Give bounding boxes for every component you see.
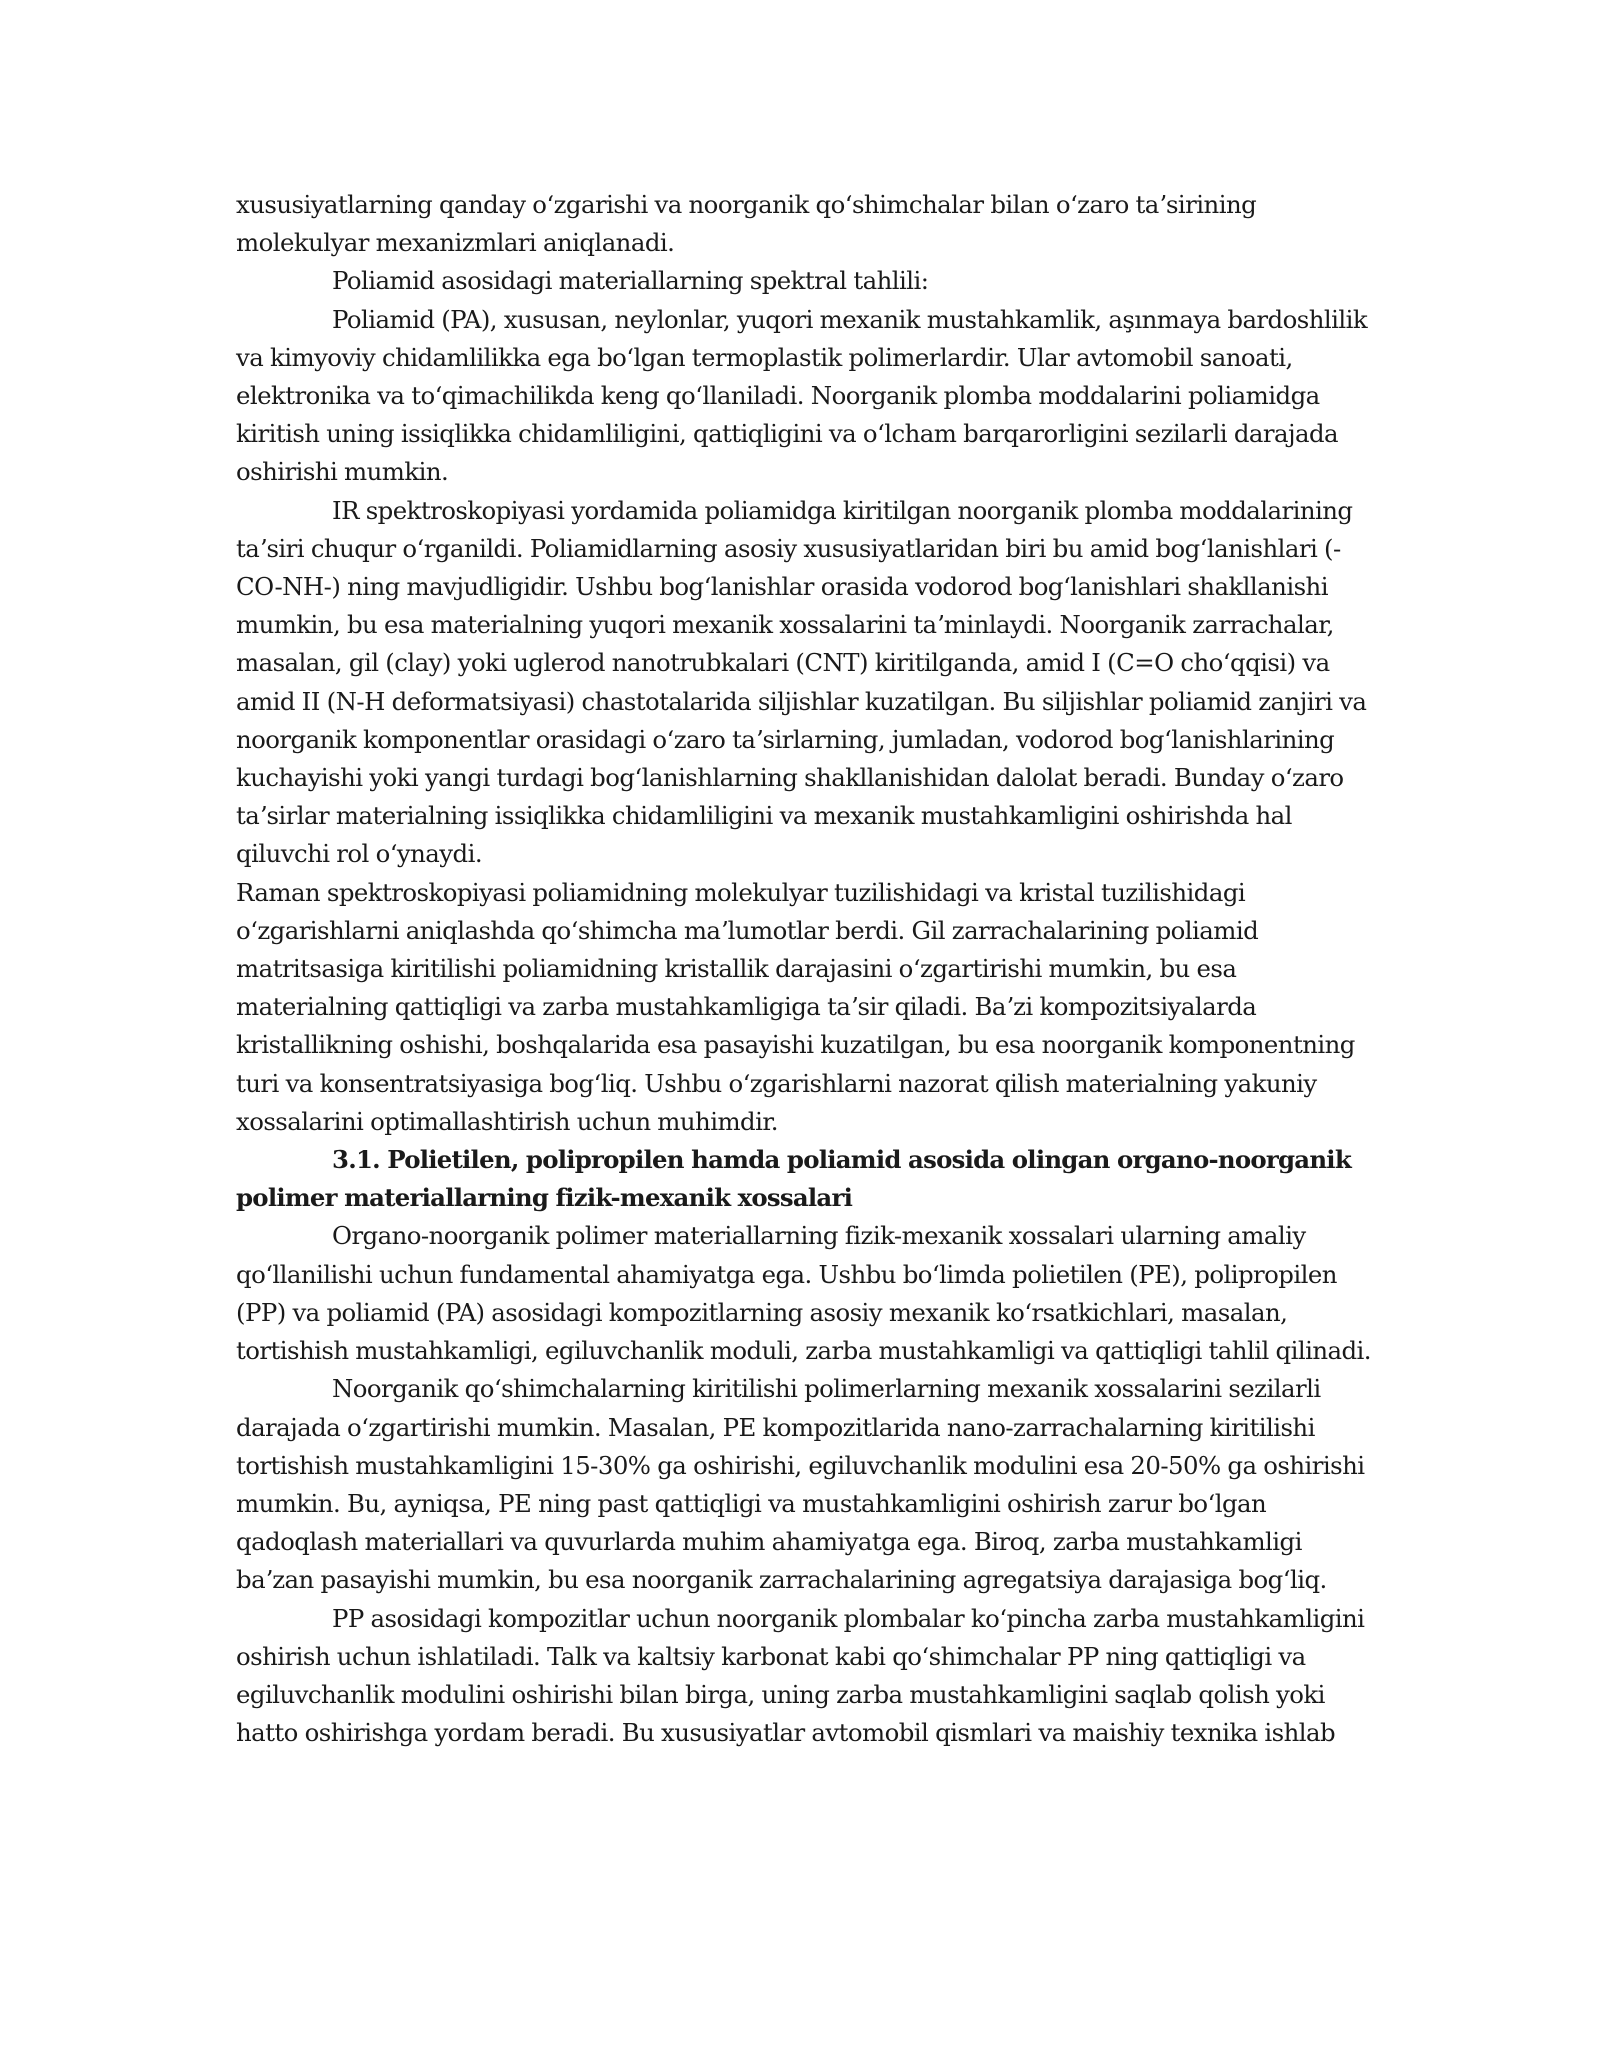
document-page — [236, 186, 1376, 1752]
paragraph-physmech-intro: Organo-noorganik polimer materiallarning fizik-mexanik xossalari ularning amaliy qoʻllanilishi uchun fundamental ahamiyatga ega. Ushbu boʻlimda polietilen (PE), polipropilen (PP) va poliamid (PA) asosidagi kompozitlarning asosiy mexanik koʻrsatkichlari, masalan, tortishish mustahkamligi, egiluvchanlik moduli, zarba mustahkamligi va qattiqligi tahlil qilinadi. — [236, 1221, 1371, 1366]
paragraph-poliamid-intro: Poliamid (PA), xususan, neylonlar, yuqori mexanik mustahkamlik, aşınmaya bardoshlilik va kimyoviy chidamlilikka ega boʻlgan termoplastik polimerlardir. Ular avtomobil sanoati, elektronika va toʻqimachilikda keng qoʻllaniladi. Noorganik plomba moddalarini poliamidga kiritish uning issiqlikka chidamliligini, qattiqligini va oʻlcham barqarorligini sezilarli darajada oshirishi mumkin. — [236, 304, 1368, 487]
section-heading: 3.1. Polietilen, polipropilen hamda poliamid asosida olingan organo-noorganik polimer materiallarning fizik-mexanik xossalari — [236, 1145, 1351, 1213]
paragraph-raman-spectroscopy: Raman spektroskopiyasi poliamidning molekulyar tuzilishidagi va kristal tuzilishidagi oʻzgarishlarni aniqlashda qoʻshimcha maʼlumotlar berdi. Gil zarrachalarining poliamid matritsasiga kiritilishi poliamidning kristallik darajasini oʻzgartirishi mumkin, bu esa materialning qattiqligi va zarba mustahkamligiga taʼsir qiladi. Baʼzi kompozitsiyalarda kristallikning oshishi, boshqalarida esa pasayishi kuzatilgan, bu esa noorganik komponentning turi va konsentratsiyasiga bogʻliq. Ushbu oʻzgarishlarni nazorat qilish materialning yakuniy xossalarini optimallashtirish uchun muhimdir. — [236, 877, 1355, 1136]
paragraph-continuation: xususiyatlarning qanday oʻzgarishi va noorganik qoʻshimchalar bilan oʻzaro taʼsirining molekulyar mexanizmlari aniqlanadi. — [236, 190, 1257, 258]
paragraph-subtitle: Poliamid asosidagi materiallarning spektral tahlili: — [332, 266, 929, 296]
paragraph-ir-spectroscopy: IR spektroskopiyasi yordamida poliamidga kiritilgan noorganik plomba moddalarining taʼsiri chuqur oʻrganildi. Poliamidlarning asosiy xususiyatlaridan biri bu amid bogʻlanishlari (-CO-NH-) ning mavjudligidir. Ushbu bogʻlanishlar orasida vodorod bogʻlanishlari shakllanishi mumkin, bu esa materialning yuqori mexanik xossalarini taʼminlaydi. Noorganik zarrachalar, masalan, gil (clay) yoki uglerod nanotrubkalari (CNT) kiritilganda, amid I (C=O choʻqqisi) va amid II (N-H deformatsiyasi) chastotalarida siljishlar kuzatilgan. Bu siljishlar poliamid zanjiri va noorganik komponentlar orasidagi oʻzaro taʼsirlarning, jumladan, vodorod bogʻlanishlarining kuchayishi yoki yangi turdagi bogʻlanishlarning shakllanishidan dalolat beradi. Bunday oʻzaro taʼsirlar materialning issiqlikka chidamliligini va mexanik mustahkamligini oshirishda hal qiluvchi rol oʻynaydi. — [236, 495, 1367, 869]
paragraph-pp-composites: PP asosidagi kompozitlar uchun noorganik plombalar koʻpincha zarba mustahkamligini oshirish uchun ishlatiladi. Talk va kaltsiy karbonat kabi qoʻshimchalar PP ning qattiqligi va egiluvchanlik modulini oshirishi bilan birga, uning zarba mustahkamligini saqlab qolish yoki hatto oshirishga yordam beradi. Bu xususiyatlar avtomobil qismlari va maishiy texnika ishlab — [236, 1603, 1365, 1748]
paragraph-pe-composites: Noorganik qoʻshimchalarning kiritilishi polimerlarning mexanik xossalarini sezilarli darajada oʻzgartirishi mumkin. Masalan, PE kompozitlarida nano-zarrachalarning kiritilishi tortishish mustahkamligini 15-30% ga oshirishi, egiluvchanlik modulini esa 20-50% ga oshirishi mumkin. Bu, ayniqsa, PE ning past qattiqligi va mustahkamligini oshirish zarur boʻlgan qadoqlash materiallari va quvurlarda muhim ahamiyatga ega. Biroq, zarba mustahkamligi baʼzan pasayishi mumkin, bu esa noorganik zarrachalarining agregatsiya darajasiga bogʻliq. — [236, 1374, 1365, 1595]
